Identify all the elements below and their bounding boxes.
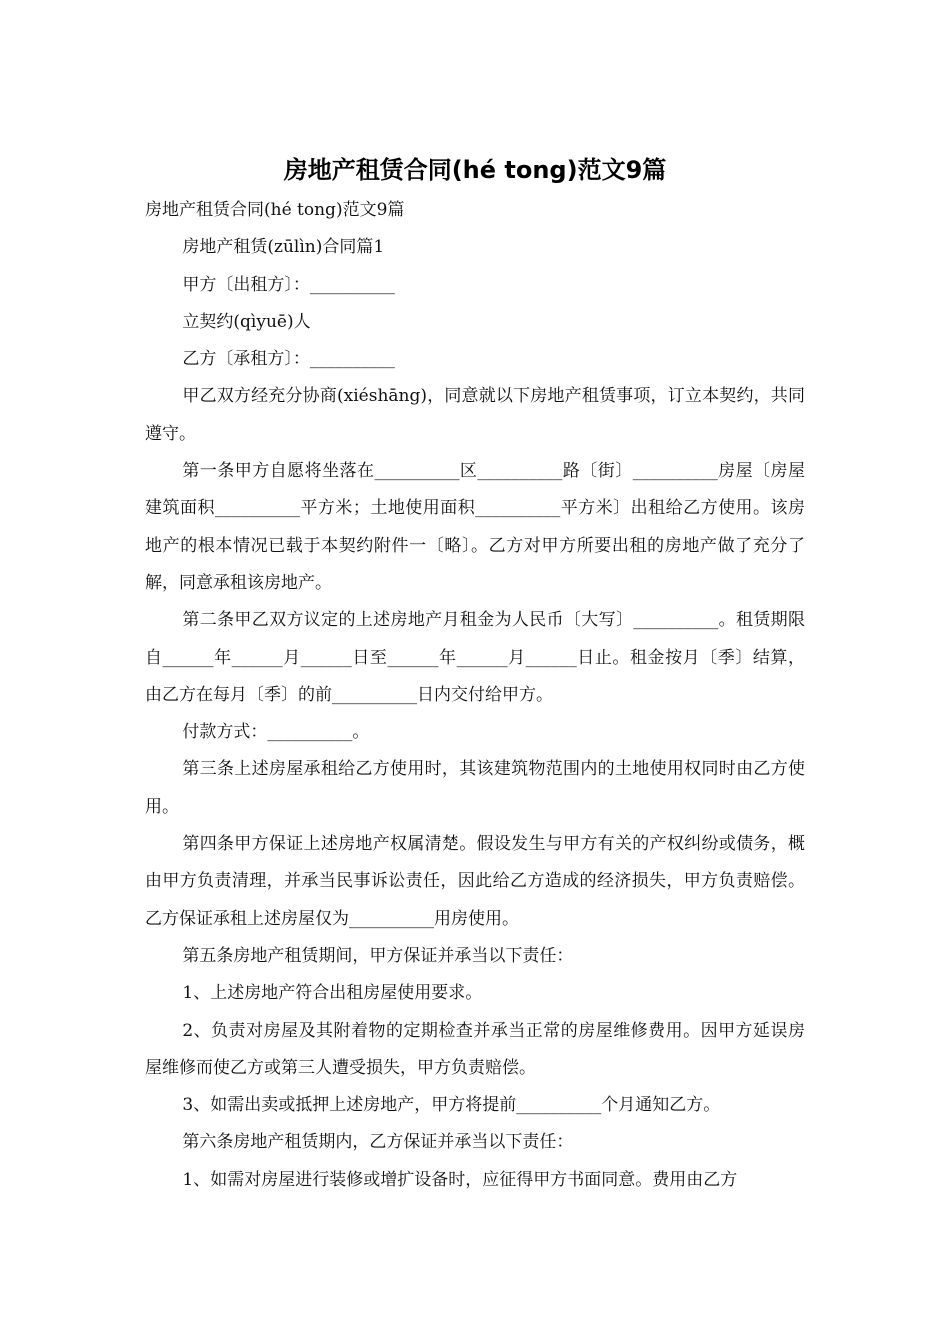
paragraph: 甲方〔出租方〕：__________: [182, 274, 395, 295]
paragraph: 第二条甲乙双方议定的上述房地产月租金为人民币〔大写〕__________。租赁期限自______年______月______日至______年______月______日止。租金按月〔季〕结算，由乙方在每月〔季〕的前__________日内交付给甲方。: [145, 610, 805, 705]
paragraph: 第五条房地产租赁期间，甲方保证并承当以下责任：: [182, 945, 574, 966]
document-title: 房地产租赁合同(hé tong)范文9篇: [283, 156, 667, 184]
paragraph: 3、如需出卖或抵押上述房地产，甲方将提前__________个月通知乙方。: [182, 1095, 721, 1116]
paragraph: 乙方〔承租方〕：__________: [182, 349, 395, 370]
paragraph: 第一条甲方自愿将坐落在__________区__________路〔街〕__________房屋〔房屋建筑面积__________平方米；土地使用面积__________平方米〕出租给乙方使用。该房地产的根本情况已载于本契约附件一〔略〕。乙方对甲方所要出租的房地产做了充分了解，同意承租该房地产。: [145, 461, 805, 593]
paragraph: 第六条房地产租赁期内，乙方保证并承当以下责任：: [182, 1132, 574, 1153]
paragraph: 1、如需对房屋进行装修或增扩设备时，应征得甲方书面同意。费用由乙方: [182, 1169, 738, 1190]
paragraph: 甲乙双方经充分协商(xiéshāng)，同意就以下房地产租赁事项，订立本契约，共同遵守。: [145, 386, 805, 444]
paragraph: 房地产租赁合同(hé tong)范文9篇: [145, 200, 405, 220]
paragraph: 付款方式：__________。: [182, 722, 370, 743]
document-body: [145, 192, 805, 1199]
paragraph: 房地产租赁(zūlìn)合同篇1: [182, 237, 385, 258]
paragraph: 1、上述房地产符合出租房屋使用要求。: [182, 983, 483, 1004]
paragraph: 立契约(qìyuē)人: [182, 311, 311, 332]
paragraph: 第四条甲方保证上述房地产权属清楚。假设发生与甲方有关的产权纠纷或债务，概由甲方负责清理，并承当民事诉讼责任，因此给乙方造成的经济损失，甲方负责赔偿。乙方保证承租上述房屋仅为__________用房使用。: [145, 834, 805, 929]
paragraph: 2、负责对房屋及其附着物的定期检查并承当正常的房屋维修费用。因甲方延误房屋维修而使乙方或第三人遭受损失，甲方负责赔偿。: [145, 1020, 805, 1078]
paragraph: 第三条上述房屋承租给乙方使用时，其该建筑物范围内的土地使用权同时由乙方使用。: [145, 759, 805, 817]
